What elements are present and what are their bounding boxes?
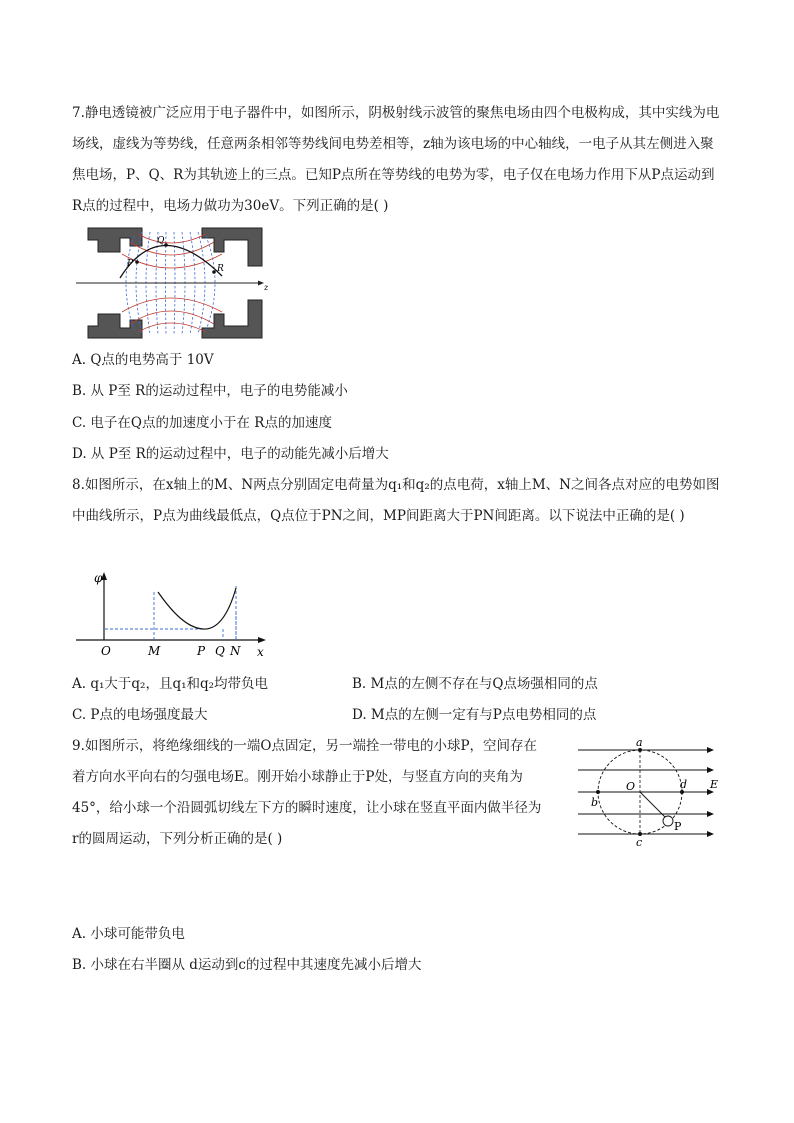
electrode-bottom-right bbox=[202, 300, 262, 338]
electrode-top-left bbox=[88, 228, 142, 252]
label-R: R bbox=[217, 264, 224, 274]
q9-stem-line-4: r的圆周运动，下列分析正确的是( ) bbox=[72, 831, 283, 847]
q7-option-b: B. 从 P至 R的运动过程中，电子的电势能减小 bbox=[72, 383, 348, 399]
electrode-top-right bbox=[202, 228, 262, 266]
q7-option-c: C. 电子在Q点的加速度小于在 R点的加速度 bbox=[72, 415, 332, 431]
q7-option-d: D. 从 P至 R的运动过程中，电子的动能先减小后增大 bbox=[72, 446, 389, 462]
electrode-bottom-left bbox=[88, 314, 142, 338]
potential-curve bbox=[158, 588, 236, 629]
label-P: P bbox=[674, 820, 682, 833]
label-c: c bbox=[636, 836, 643, 849]
x-label: x bbox=[257, 645, 264, 659]
tick-P: P bbox=[197, 644, 206, 658]
phi-label: φ bbox=[94, 571, 103, 585]
label-Q: Q bbox=[157, 236, 165, 246]
q9-figure bbox=[572, 736, 722, 852]
label-z: z bbox=[264, 283, 269, 292]
q7-figure bbox=[72, 222, 272, 344]
q8-graph bbox=[72, 566, 272, 662]
q8-stem: 8.如图所示，在x轴上的M、N两点分别固定电荷量为q₁和q₂的点电荷，x轴上M、N之间各点对应的电势如图中曲线所示，P点为曲线最低点，Q点位于PN之间，MP间距离大于PN间距离。以下说法中正确的是( ) bbox=[72, 477, 720, 524]
label-d: d bbox=[680, 778, 688, 791]
q8-option-a: A. q₁大于q₂，且q₁和q₂均带负电 bbox=[72, 676, 269, 692]
q8-option-c: C. P点的电场强度最大 bbox=[72, 707, 208, 723]
ball-P bbox=[663, 816, 673, 826]
q9-stem-line-3: 45°，给小球一个沿圆弧切线左下方的瞬时速度，让小球在竖直平面内做半径为 bbox=[72, 800, 542, 816]
q7-stem: 7.静电透镜被广泛应用于电子器件中，如图所示，阴极射线示波管的聚焦电场由四个电极构成，其中实线为电场线，虚线为等势线，任意两条相邻等势线间电势差相等，z轴为该电场的中心轴线，一电子从其左侧进入聚焦电场，P、Q、R为其轨迹上的三点。已知P点所在等势线的电势为零，电子仅在电场力作用下从P点运动到R点的过程中，电场力做功为30eV。下列正确的是( ) bbox=[72, 105, 720, 214]
q9-option-b: B. 小球在右半圈从 d运动到c的过程中其速度先减小后增大 bbox=[72, 957, 422, 973]
label-P: P bbox=[127, 259, 134, 269]
q8-option-b: B. M点的左侧不存在与Q点场强相同的点 bbox=[352, 676, 598, 692]
label-b: b bbox=[591, 796, 599, 809]
q9-option-a: A. 小球可能带负电 bbox=[72, 926, 185, 942]
q8-option-d: D. M点的左侧一定有与P点电势相同的点 bbox=[352, 707, 597, 723]
tick-N: N bbox=[230, 644, 241, 658]
q9-stem-line-2: 着方向水平向右的匀强电场E。刚开始小球静止于P处，与竖直方向的夹角为 bbox=[72, 769, 523, 785]
label-E: E bbox=[710, 778, 719, 791]
label-a: a bbox=[636, 736, 643, 749]
tick-O: O bbox=[101, 644, 111, 658]
label-O: O bbox=[626, 780, 636, 793]
tick-M: M bbox=[148, 644, 161, 658]
q9-stem-line-1: 9.如图所示，将绝缘细线的一端O点固定，另一端拴一带电的小球P，空间存在 bbox=[72, 738, 538, 754]
q7-option-a: A. Q点的电势高于 10V bbox=[72, 352, 214, 368]
tick-Q: Q bbox=[215, 644, 225, 658]
